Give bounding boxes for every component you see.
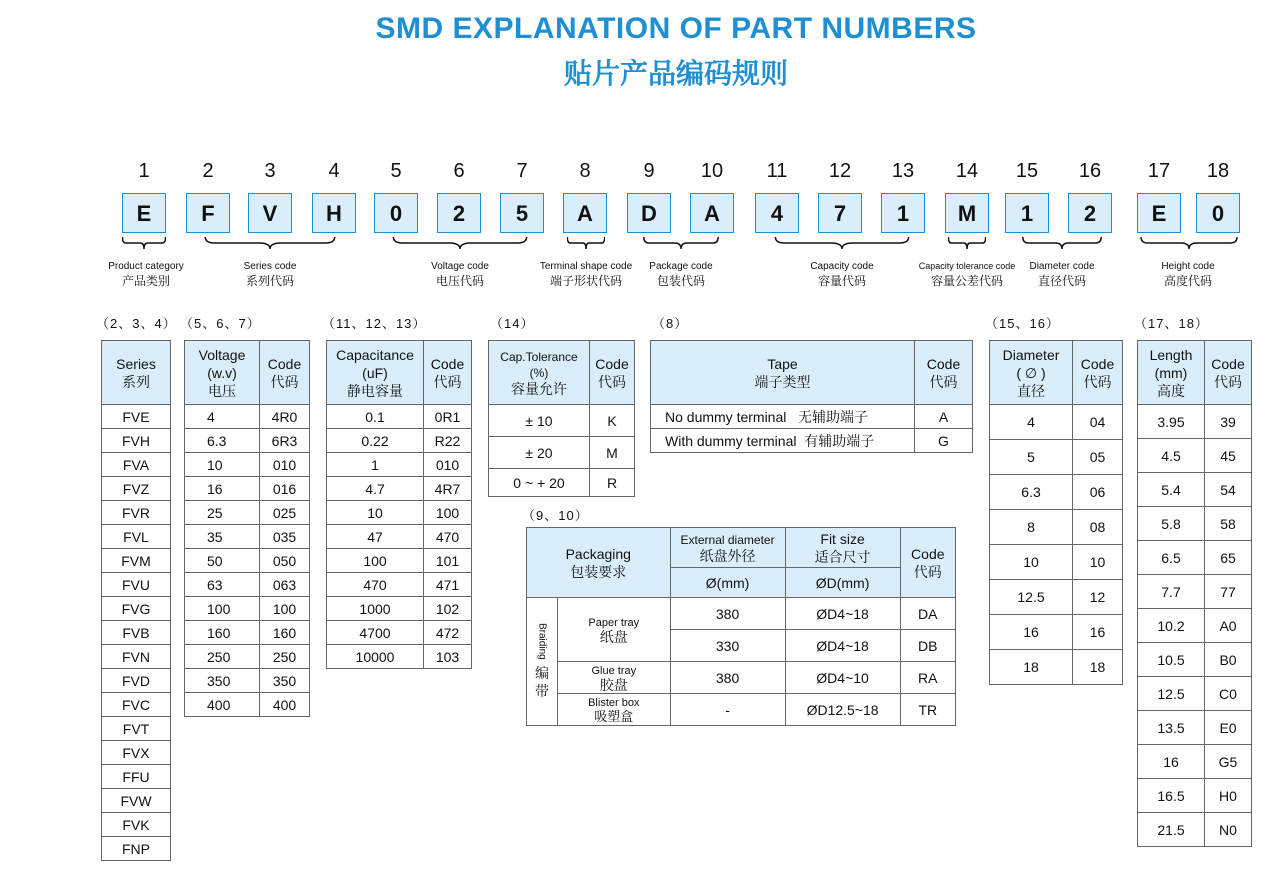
series-cell: FVX bbox=[102, 741, 171, 765]
diameter-table bbox=[989, 340, 1123, 685]
packaging-code-cell: TR bbox=[900, 694, 955, 726]
tolerance-code-cell: R bbox=[590, 469, 635, 497]
voltage-cell: 160 bbox=[185, 621, 260, 645]
capacitance-code-cell: 471 bbox=[424, 573, 472, 597]
position-number: 7 bbox=[516, 160, 528, 182]
tolerance-code-cell: M bbox=[590, 437, 635, 469]
diameter-code-cell: 08 bbox=[1073, 510, 1123, 545]
fit-size-cell: ØD4~18 bbox=[785, 598, 900, 630]
length-table bbox=[1137, 340, 1252, 847]
packaging-header: Packaging 包装要求 bbox=[527, 528, 671, 598]
ext-diameter-cell: 380 bbox=[670, 662, 785, 694]
voltage-cell: 400 bbox=[185, 693, 260, 717]
series-cell: FVB bbox=[102, 621, 171, 645]
voltage-cell: 100 bbox=[185, 597, 260, 621]
diameter-code-cell: 12 bbox=[1073, 580, 1123, 615]
position-number: 9 bbox=[643, 160, 655, 182]
voltage-code-cell: 063 bbox=[260, 573, 310, 597]
position-number: 4 bbox=[328, 160, 340, 182]
tape-code-header: Code 代码 bbox=[915, 341, 973, 405]
diameter-cell: 10 bbox=[990, 545, 1073, 580]
brace-label: Product category 产品类别 bbox=[108, 261, 184, 288]
pack-type-cell: Paper tray 纸盘 bbox=[558, 598, 671, 662]
part-char-box: 5 bbox=[500, 193, 544, 233]
fit-size-unit: ØD(mm) bbox=[785, 568, 900, 598]
voltage-code-header: Code 代码 bbox=[260, 341, 310, 405]
part-char-box: 1 bbox=[1005, 193, 1049, 233]
brace-label: Series code 系列代码 bbox=[243, 261, 297, 288]
fit-size-cell: ØD12.5~18 bbox=[785, 694, 900, 726]
diameter-code-cell: 10 bbox=[1073, 545, 1123, 580]
voltage-cell: 25 bbox=[185, 501, 260, 525]
pack-type-cell: Blister box 吸塑盒 bbox=[558, 694, 671, 726]
position-number: 5 bbox=[390, 160, 402, 182]
length-cell: 13.5 bbox=[1138, 711, 1205, 745]
group-header-tolerance: （14） bbox=[490, 316, 535, 331]
length-cell: 10.5 bbox=[1138, 643, 1205, 677]
ext-diameter-cell: 380 bbox=[670, 598, 785, 630]
voltage-cell: 35 bbox=[185, 525, 260, 549]
series-cell: FVA bbox=[102, 453, 171, 477]
part-char-box: V bbox=[248, 193, 292, 233]
length-code-cell: 65 bbox=[1205, 541, 1252, 575]
diameter-code-cell: 16 bbox=[1073, 615, 1123, 650]
series-cell: FVL bbox=[102, 525, 171, 549]
series-header: Series 系列 bbox=[102, 341, 171, 405]
ext-diameter-cell: - bbox=[670, 694, 785, 726]
packaging-code-cell: DB bbox=[900, 630, 955, 662]
position-number: 8 bbox=[579, 160, 591, 182]
length-cell: 12.5 bbox=[1138, 677, 1205, 711]
position-number: 6 bbox=[453, 160, 465, 182]
fit-size-cell: ØD4~18 bbox=[785, 630, 900, 662]
ext-diameter-cell: 330 bbox=[670, 630, 785, 662]
group-header-diameter: （15、16） bbox=[985, 316, 1060, 331]
length-cell: 16.5 bbox=[1138, 779, 1205, 813]
brace bbox=[204, 236, 336, 250]
brace bbox=[567, 236, 605, 250]
part-char-box: 2 bbox=[1068, 193, 1112, 233]
position-number: 1 bbox=[138, 160, 150, 182]
length-code-cell: H0 bbox=[1205, 779, 1252, 813]
capacitance-code-cell: 470 bbox=[424, 525, 472, 549]
length-cell: 5.4 bbox=[1138, 473, 1205, 507]
part-char-box: E bbox=[122, 193, 166, 233]
series-cell: FFU bbox=[102, 765, 171, 789]
length-cell: 4.5 bbox=[1138, 439, 1205, 473]
tolerance-cell: ± 10 bbox=[489, 405, 590, 437]
series-cell: FVG bbox=[102, 597, 171, 621]
brace-label: Voltage code 电压代码 bbox=[431, 261, 489, 288]
voltage-cell: 63 bbox=[185, 573, 260, 597]
part-char-box: 0 bbox=[374, 193, 418, 233]
position-number: 16 bbox=[1078, 160, 1102, 182]
group-header-capacitance: （11、12、13） bbox=[322, 316, 427, 331]
length-code-cell: 54 bbox=[1205, 473, 1252, 507]
brace-label: Height code 高度代码 bbox=[1161, 261, 1215, 288]
series-cell: FVT bbox=[102, 717, 171, 741]
length-code-cell: 39 bbox=[1205, 405, 1252, 439]
brace bbox=[1022, 236, 1102, 250]
position-number: 14 bbox=[955, 160, 979, 182]
capacitance-code-cell: 101 bbox=[424, 549, 472, 573]
fit-size-header: Fit size 适合尺寸 bbox=[785, 528, 900, 568]
voltage-cell: 50 bbox=[185, 549, 260, 573]
capacitance-code-cell: 103 bbox=[424, 645, 472, 669]
position-number: 15 bbox=[1015, 160, 1039, 182]
length-code-cell: 77 bbox=[1205, 575, 1252, 609]
position-number: 3 bbox=[264, 160, 276, 182]
tolerance-table bbox=[488, 340, 635, 497]
length-cell: 7.7 bbox=[1138, 575, 1205, 609]
part-char-box: 1 bbox=[881, 193, 925, 233]
part-char-box: D bbox=[627, 193, 671, 233]
voltage-cell: 350 bbox=[185, 669, 260, 693]
voltage-cell: 6.3 bbox=[185, 429, 260, 453]
capacitance-code-cell: 100 bbox=[424, 501, 472, 525]
capacitance-cell: 470 bbox=[327, 573, 424, 597]
capacitance-cell: 1 bbox=[327, 453, 424, 477]
series-cell: FVW bbox=[102, 789, 171, 813]
position-number: 2 bbox=[202, 160, 214, 182]
capacitance-code-cell: 010 bbox=[424, 453, 472, 477]
group-header-packaging: （9、10） bbox=[522, 508, 589, 523]
part-char-box: 4 bbox=[755, 193, 799, 233]
brace bbox=[774, 236, 910, 250]
diameter-header: Diameter ( ∅ ) 直径 bbox=[990, 341, 1073, 405]
series-cell: FVD bbox=[102, 669, 171, 693]
fit-size-cell: ØD4~10 bbox=[785, 662, 900, 694]
tape-header: Tape 端子类型 bbox=[651, 341, 915, 405]
position-number: 12 bbox=[828, 160, 852, 182]
length-header: Length (mm) 高度 bbox=[1138, 341, 1205, 405]
capacitance-cell: 10000 bbox=[327, 645, 424, 669]
capacitance-code-cell: 102 bbox=[424, 597, 472, 621]
packaging-code-header: Code 代码 bbox=[900, 528, 955, 598]
external-diameter-unit: Ø(mm) bbox=[670, 568, 785, 598]
length-cell: 3.95 bbox=[1138, 405, 1205, 439]
tape-code-cell: A bbox=[915, 405, 973, 429]
length-cell: 6.5 bbox=[1138, 541, 1205, 575]
diameter-cell: 6.3 bbox=[990, 475, 1073, 510]
tolerance-cell: ± 20 bbox=[489, 437, 590, 469]
position-number: 17 bbox=[1147, 160, 1171, 182]
brace bbox=[392, 236, 528, 250]
series-cell: FVE bbox=[102, 405, 171, 429]
part-char-box: 0 bbox=[1196, 193, 1240, 233]
capacitance-code-cell: 472 bbox=[424, 621, 472, 645]
part-char-box: A bbox=[690, 193, 734, 233]
length-code-cell: N0 bbox=[1205, 813, 1252, 847]
voltage-header: Voltage (w.v) 电压 bbox=[185, 341, 260, 405]
diameter-code-cell: 04 bbox=[1073, 405, 1123, 440]
capacitance-header: Capacitance (uF) 静电容量 bbox=[327, 341, 424, 405]
diameter-cell: 4 bbox=[990, 405, 1073, 440]
length-code-cell: E0 bbox=[1205, 711, 1252, 745]
series-cell: FVN bbox=[102, 645, 171, 669]
capacitance-cell: 4.7 bbox=[327, 477, 424, 501]
series-cell: FVM bbox=[102, 549, 171, 573]
voltage-code-cell: 160 bbox=[260, 621, 310, 645]
brace-label: Capacity tolerance code 容量公差代码 bbox=[918, 261, 1016, 288]
length-code-cell: 58 bbox=[1205, 507, 1252, 541]
length-code-cell: C0 bbox=[1205, 677, 1252, 711]
diameter-cell: 12.5 bbox=[990, 580, 1073, 615]
tape-cell: No dummy terminal 无辅助端子 bbox=[651, 405, 915, 429]
series-cell: FVR bbox=[102, 501, 171, 525]
brace bbox=[1140, 236, 1238, 250]
length-cell: 10.2 bbox=[1138, 609, 1205, 643]
voltage-cell: 16 bbox=[185, 477, 260, 501]
diameter-cell: 16 bbox=[990, 615, 1073, 650]
brace-label: Diameter code 直径代码 bbox=[1029, 261, 1095, 288]
tape-table bbox=[650, 340, 973, 453]
part-char-box: E bbox=[1137, 193, 1181, 233]
part-char-box: H bbox=[312, 193, 356, 233]
brace bbox=[122, 236, 166, 250]
voltage-cell: 10 bbox=[185, 453, 260, 477]
capacitance-cell: 47 bbox=[327, 525, 424, 549]
diameter-cell: 8 bbox=[990, 510, 1073, 545]
diameter-code-cell: 18 bbox=[1073, 650, 1123, 685]
title-en: SMD EXPLANATION OF PART NUMBERS bbox=[375, 12, 977, 45]
tolerance-code-header: Code 代码 bbox=[590, 341, 635, 405]
braiding-cell: Braiding 编带 bbox=[527, 598, 558, 726]
capacitance-cell: 10 bbox=[327, 501, 424, 525]
tape-cell: With dummy terminal 有辅助端子 bbox=[651, 429, 915, 453]
voltage-cell: 4 bbox=[185, 405, 260, 429]
brace bbox=[948, 236, 986, 250]
voltage-code-cell: 350 bbox=[260, 669, 310, 693]
position-number: 18 bbox=[1206, 160, 1230, 182]
series-cell: FVC bbox=[102, 693, 171, 717]
part-char-box: M bbox=[945, 193, 989, 233]
voltage-code-cell: 050 bbox=[260, 549, 310, 573]
series-cell: FVK bbox=[102, 813, 171, 837]
capacitance-cell: 0.22 bbox=[327, 429, 424, 453]
capacitance-code-cell: 4R7 bbox=[424, 477, 472, 501]
voltage-code-cell: 035 bbox=[260, 525, 310, 549]
length-cell: 21.5 bbox=[1138, 813, 1205, 847]
series-cell: FNP bbox=[102, 837, 171, 861]
diameter-code-header: Code 代码 bbox=[1073, 341, 1123, 405]
series-cell: FVZ bbox=[102, 477, 171, 501]
group-header-tape: （8） bbox=[652, 316, 689, 331]
brace-label: Capacity code 容量代码 bbox=[810, 261, 874, 288]
voltage-code-cell: 010 bbox=[260, 453, 310, 477]
capacitance-code-cell: R22 bbox=[424, 429, 472, 453]
capacitance-cell: 4700 bbox=[327, 621, 424, 645]
group-header-voltage: （5、6、7） bbox=[180, 316, 261, 331]
voltage-table bbox=[184, 340, 310, 717]
series-table bbox=[101, 340, 171, 861]
length-cell: 16 bbox=[1138, 745, 1205, 779]
part-char-box: A bbox=[563, 193, 607, 233]
length-code-cell: 45 bbox=[1205, 439, 1252, 473]
voltage-code-cell: 100 bbox=[260, 597, 310, 621]
part-char-box: F bbox=[186, 193, 230, 233]
tolerance-cell: 0 ~ + 20 bbox=[489, 469, 590, 497]
diameter-cell: 18 bbox=[990, 650, 1073, 685]
capacitance-code-header: Code 代码 bbox=[424, 341, 472, 405]
capacitance-cell: 100 bbox=[327, 549, 424, 573]
position-number: 11 bbox=[766, 160, 788, 182]
length-code-header: Code 代码 bbox=[1205, 341, 1252, 405]
tolerance-header: Cap.Tolerance (%) 容量允许 bbox=[489, 341, 590, 405]
position-number: 13 bbox=[891, 160, 915, 182]
series-cell: FVU bbox=[102, 573, 171, 597]
diameter-cell: 5 bbox=[990, 440, 1073, 475]
voltage-code-cell: 025 bbox=[260, 501, 310, 525]
brace-label: Terminal shape code 端子形状代码 bbox=[539, 261, 633, 288]
voltage-code-cell: 400 bbox=[260, 693, 310, 717]
length-code-cell: B0 bbox=[1205, 643, 1252, 677]
diameter-code-cell: 06 bbox=[1073, 475, 1123, 510]
pack-type-cell: Glue tray 胶盘 bbox=[558, 662, 671, 694]
tape-code-cell: G bbox=[915, 429, 973, 453]
external-diameter-header: External diameter 纸盘外径 bbox=[670, 528, 785, 568]
voltage-cell: 250 bbox=[185, 645, 260, 669]
packaging-code-cell: DA bbox=[900, 598, 955, 630]
part-char-box: 7 bbox=[818, 193, 862, 233]
part-char-box: 2 bbox=[437, 193, 481, 233]
group-header-series: （2、3、4） bbox=[96, 316, 177, 331]
brace-label: Package code 包装代码 bbox=[649, 261, 713, 288]
diameter-code-cell: 05 bbox=[1073, 440, 1123, 475]
group-header-length: （17、18） bbox=[1134, 316, 1209, 331]
length-cell: 5.8 bbox=[1138, 507, 1205, 541]
series-cell: FVH bbox=[102, 429, 171, 453]
voltage-code-cell: 250 bbox=[260, 645, 310, 669]
voltage-code-cell: 4R0 bbox=[260, 405, 310, 429]
length-code-cell: G5 bbox=[1205, 745, 1252, 779]
voltage-code-cell: 016 bbox=[260, 477, 310, 501]
position-number: 10 bbox=[700, 160, 724, 182]
brace bbox=[643, 236, 719, 250]
tolerance-code-cell: K bbox=[590, 405, 635, 437]
packaging-table bbox=[526, 527, 956, 726]
capacitance-cell: 0.1 bbox=[327, 405, 424, 429]
capacitance-cell: 1000 bbox=[327, 597, 424, 621]
capacitance-table bbox=[326, 340, 472, 669]
packaging-code-cell: RA bbox=[900, 662, 955, 694]
length-code-cell: A0 bbox=[1205, 609, 1252, 643]
title-cn: 贴片产品编码规则 bbox=[563, 58, 788, 89]
capacitance-code-cell: 0R1 bbox=[424, 405, 472, 429]
voltage-code-cell: 6R3 bbox=[260, 429, 310, 453]
